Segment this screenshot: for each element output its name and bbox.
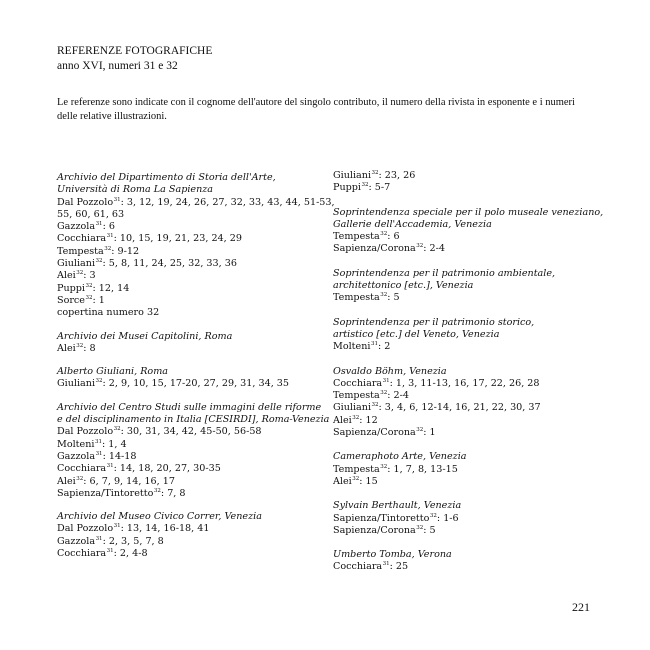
author-name: Alei: [333, 475, 352, 487]
author-name: Alei: [57, 270, 76, 282]
illustration-numbers: : 2-4: [387, 390, 409, 402]
reference-group: [57, 172, 335, 320]
reference-entry: [57, 426, 319, 438]
source-heading: e del disciplinamento in Italia [CESIRDI], Roma-Venezia: [57, 414, 330, 426]
author-name: Dal Pozzolo: [57, 196, 114, 208]
illustration-numbers: : 6: [102, 221, 115, 233]
source-heading: Osvaldo Böhm, Venezia: [333, 365, 447, 377]
author-name: Gazzola: [57, 221, 96, 233]
reference-entry: [57, 283, 319, 295]
reference-group: [333, 170, 603, 195]
source-heading: Archivio del Museo Civico Correr, Venezia: [57, 511, 262, 523]
issue-number: 31: [113, 196, 121, 203]
reference-entry: [333, 292, 603, 304]
reference-entry: [57, 536, 319, 548]
reference-group: [57, 331, 319, 356]
illustration-numbers: : 2, 9, 10, 15, 17-20, 27, 29, 31, 34, 35: [102, 378, 290, 390]
source-heading: Alberto Giuliani, Roma: [57, 366, 169, 378]
reference-entry: [57, 378, 319, 390]
reference-entry: [333, 525, 603, 537]
illustration-numbers: : 6: [387, 231, 400, 243]
reference-group: [333, 549, 603, 574]
reference-entry: [57, 476, 319, 488]
reference-entry: [333, 231, 603, 243]
illustration-numbers: : 1: [423, 427, 436, 439]
issue-number: 31: [95, 221, 103, 228]
author-name: Cocchiara: [57, 463, 107, 475]
reference-group: [333, 207, 603, 256]
illustration-numbers: : 23, 26: [378, 170, 416, 181]
issue-number: 32: [85, 282, 93, 289]
reference-entry: [57, 488, 319, 500]
reference-entry: [57, 295, 319, 307]
left-column: [57, 172, 335, 571]
issue-number: 32: [76, 270, 84, 277]
illustration-numbers: : 15: [359, 475, 378, 487]
reference-entry: [57, 343, 319, 355]
issue-number: 32: [85, 294, 93, 301]
reference-group: [333, 500, 603, 537]
author-name: Tempesta: [333, 231, 380, 243]
page-number: 221: [572, 600, 590, 614]
illustration-numbers: : 1, 7, 8, 13-15: [387, 463, 458, 475]
page-title: REFERENZE FOTOGRAFICHE: [57, 45, 213, 57]
source-heading: artistico [etc.] del Veneto, Venezia: [333, 328, 500, 340]
illustration-numbers: : 1, 3, 11-13, 16, 17, 22, 26, 28: [389, 377, 540, 389]
issue-number: 32: [76, 475, 84, 482]
author-name: Gazzola: [57, 535, 96, 547]
author-name: Puppi: [333, 182, 361, 194]
author-name: Sapienza/Corona: [333, 243, 416, 255]
illustration-numbers: : 1, 4: [101, 438, 127, 450]
source-heading: Università di Roma La Sapienza: [57, 184, 214, 196]
illustration-numbers: 55, 60, 61, 63: [57, 208, 125, 220]
issue-number: 32: [352, 414, 360, 421]
author-name: Sapienza/Tintoretto: [57, 487, 154, 499]
source-heading: architettonico [etc.], Venezia: [333, 280, 474, 292]
reference-entry: [57, 233, 319, 245]
issue-number: 31: [382, 377, 390, 384]
issue-number: 32: [380, 463, 388, 470]
illustration-numbers: : 5: [423, 524, 436, 536]
source-heading: Soprintendenza per il patrimonio ambientale,: [333, 267, 556, 279]
author-name: Giuliani: [57, 378, 96, 390]
author-name: Giuliani: [333, 170, 372, 181]
issue-number: 31: [106, 463, 114, 470]
illustration-numbers: : 5-7: [368, 182, 391, 194]
issue-number: 32: [380, 292, 388, 299]
illustration-numbers: copertina numero 32: [57, 307, 160, 319]
illustration-numbers: : 3, 12, 19, 24, 26, 27, 32, 33, 43, 44, 51-53,: [120, 196, 335, 208]
reference-entry: [333, 476, 603, 488]
illustration-numbers: : 2, 4-8: [113, 548, 148, 560]
illustration-numbers: : 1-6: [436, 512, 459, 524]
reference-group: [57, 366, 319, 391]
reference-entry: [333, 402, 603, 414]
author-name: Cocchiara: [57, 548, 107, 560]
reference-entry: [333, 390, 603, 402]
reference-group: [333, 268, 603, 305]
illustration-numbers: : 2, 3, 5, 7, 8: [102, 535, 164, 547]
reference-entry: [333, 513, 603, 525]
illustration-numbers: : 14, 18, 20, 27, 30-35: [113, 463, 221, 475]
reference-entry: [57, 439, 319, 451]
reference-entry: [57, 246, 319, 258]
author-name: Tempesta: [333, 463, 380, 475]
reference-entry: [57, 548, 319, 560]
author-name: Giuliani: [57, 258, 96, 270]
reference-entry: [57, 270, 319, 282]
author-name: Tempesta: [333, 390, 380, 402]
illustration-numbers: : 1: [92, 294, 105, 306]
reference-entry: [57, 307, 319, 319]
author-name: Puppi: [57, 282, 85, 294]
illustration-numbers: : 14-18: [102, 450, 137, 462]
reference-group: [57, 511, 319, 560]
reference-group: [333, 317, 603, 354]
issue-number: 32: [429, 512, 437, 519]
reference-entry: [333, 243, 603, 255]
source-heading: Umberto Tomba, Verona: [333, 549, 452, 561]
author-name: Alei: [333, 414, 352, 426]
author-name: Giuliani: [333, 402, 372, 414]
source-heading: Archivio del Centro Studi sulle immagini delle riforme: [57, 401, 322, 413]
illustration-numbers: : 8: [83, 342, 96, 354]
illustration-numbers: : 13, 14, 16-18, 41: [120, 523, 210, 535]
issue-number: 31: [106, 233, 114, 240]
author-name: Dal Pozzolo: [57, 523, 114, 535]
issue-number: 32: [371, 170, 379, 176]
reference-entry: [57, 451, 319, 463]
issue-number: 32: [95, 258, 103, 265]
illustration-numbers: : 25: [389, 561, 409, 573]
author-name: Tempesta: [57, 245, 104, 257]
issue-number: 32: [153, 487, 161, 494]
illustration-numbers: : 30, 31, 34, 42, 45-50, 56-58: [120, 426, 262, 438]
author-name: Sapienza/Tintoretto: [333, 512, 430, 524]
illustration-numbers: : 6, 7, 9, 14, 16, 17: [83, 475, 175, 487]
reference-entry: [333, 341, 603, 353]
reference-group: [333, 366, 603, 440]
reference-group: [333, 451, 603, 488]
page-header: [57, 44, 212, 73]
issue-number: 32: [95, 378, 103, 385]
reference-entry: [333, 170, 603, 182]
source-heading: Sylvain Berthault, Venezia: [333, 500, 462, 512]
illustration-numbers: : 12, 14: [92, 282, 130, 294]
source-heading: Cameraphoto Arte, Venezia: [333, 451, 467, 463]
issue-number: 32: [76, 342, 84, 349]
illustration-numbers: : 3: [83, 270, 96, 282]
reference-entry: [333, 561, 603, 573]
author-name: Cocchiara: [333, 377, 383, 389]
issue-number: 32: [113, 426, 121, 433]
author-name: Sapienza/Corona: [333, 427, 416, 439]
issue-number: 32: [380, 390, 388, 397]
issue-number: 31: [113, 523, 121, 530]
right-column: [333, 170, 603, 586]
author-name: Dal Pozzolo: [57, 426, 114, 438]
source-heading: Soprintendenza per il patrimonio storico,: [333, 316, 535, 328]
reference-entry: [57, 196, 335, 209]
reference-entry: [57, 258, 319, 270]
author-name: Gazzola: [57, 450, 96, 462]
author-name: Sorce: [57, 294, 85, 306]
reference-entry: [57, 463, 319, 475]
illustration-numbers: : 3, 4, 6, 12-14, 16, 21, 22, 30, 37: [378, 402, 541, 414]
illustration-numbers: : 5: [387, 292, 400, 304]
reference-entry: [333, 415, 603, 427]
issue-number: 31: [106, 548, 114, 555]
author-name: Cocchiara: [333, 561, 383, 573]
issue-number: 32: [416, 427, 424, 434]
issue-number: 32: [416, 243, 424, 250]
illustration-numbers: : 7, 8: [160, 487, 186, 499]
author-name: Alei: [57, 475, 76, 487]
illustration-numbers: : 5, 8, 11, 24, 25, 32, 33, 36: [102, 258, 237, 270]
source-heading: Archivio dei Musei Capitolini, Roma: [57, 330, 233, 342]
issue-number: 31: [95, 450, 103, 457]
author-name: Molteni: [333, 341, 371, 353]
issue-number: 32: [380, 231, 388, 238]
reference-entry: [57, 221, 319, 233]
source-heading: Gallerie dell'Accademia, Venezia: [333, 218, 492, 230]
reference-entry: [333, 378, 603, 390]
intro-paragraph: Le referenze sono indicate con il cognome dell'autore del singolo contributo, il numero della rivista in esponente e i numeri delle relative illustrazioni.: [57, 97, 575, 122]
issue-number: 32: [352, 475, 360, 482]
author-name: Cocchiara: [57, 233, 107, 245]
illustration-numbers: : 9-12: [111, 245, 140, 257]
source-heading: Soprintendenza speciale per il polo museale veneziano,: [333, 206, 604, 218]
reference-entry: [57, 523, 319, 535]
issue-number: 31: [382, 561, 390, 568]
reference-entry: [333, 182, 603, 194]
reference-entry: [333, 427, 603, 439]
issue-number: 32: [361, 182, 369, 189]
author-name: Molteni: [57, 438, 95, 450]
source-heading: Archivio del Dipartimento di Storia dell'Arte,: [57, 172, 276, 183]
illustration-numbers: : 2-4: [423, 243, 445, 255]
issue-number: 31: [370, 341, 378, 348]
reference-entry: [333, 464, 603, 476]
author-name: Sapienza/Corona: [333, 524, 416, 536]
issue-number: 32: [416, 524, 424, 531]
issue-number: 32: [104, 245, 112, 252]
illustration-numbers: : 10, 15, 19, 21, 23, 24, 29: [113, 233, 242, 245]
illustration-numbers: : 2: [377, 341, 391, 353]
reference-group: [57, 401, 330, 500]
author-name: Tempesta: [333, 292, 380, 304]
issue-number: 31: [95, 535, 103, 542]
illustration-numbers: : 12: [359, 414, 378, 426]
issue-number: 31: [94, 438, 102, 445]
author-name: Alei: [57, 342, 76, 354]
page-subtitle: anno XVI, numeri 31 e 32: [57, 59, 178, 72]
issue-number: 32: [371, 402, 379, 409]
reference-entry: [57, 209, 319, 221]
